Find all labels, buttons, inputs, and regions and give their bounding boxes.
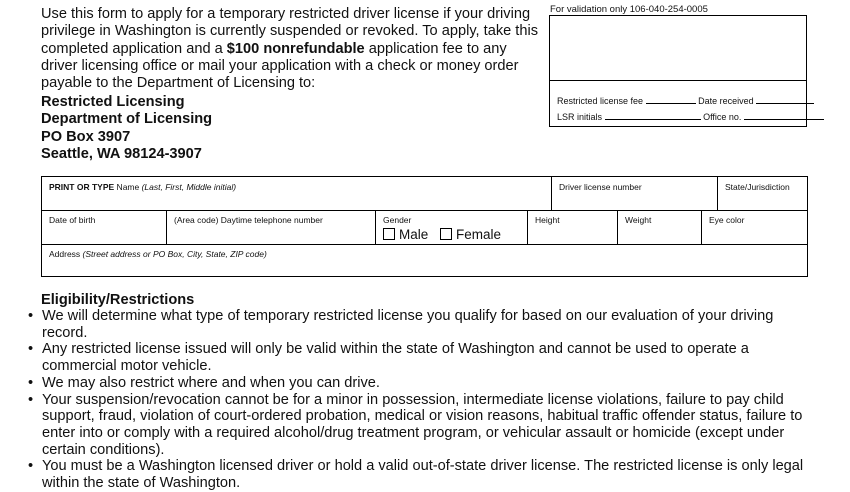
height-label: Height (535, 215, 560, 225)
lsr-initials-field[interactable] (605, 111, 701, 120)
eligibility-item: • We will determine what type of temporary restricted license you qualify for based on our evaluation of your driving record. (28, 308, 818, 341)
restricted-fee-field[interactable] (646, 95, 696, 104)
name-label: Name (114, 182, 142, 192)
eligibility-item: • We may also restrict where and when you can drive. (28, 375, 818, 392)
address-line-4: Seattle, WA 98124-3907 (41, 145, 202, 162)
fee-text: $100 nonrefundable (226, 40, 365, 57)
office-no-label: Office no. (703, 112, 742, 122)
eligibility-heading: Eligibility/Restrictions (41, 292, 195, 308)
validation-label: For validation only 106-040-254-0005 (550, 4, 708, 15)
name-field[interactable] (49, 182, 236, 192)
gender-options (383, 227, 501, 242)
eligibility-item: • You must be a Washington licensed driver or hold a valid out-of-state driver license. The restricted license is only legal within the state of Washington. (28, 458, 818, 491)
date-received-label: Date received (698, 96, 754, 106)
validation-divider (549, 80, 807, 81)
male-option[interactable] (383, 227, 428, 242)
address-label: Address (49, 249, 83, 259)
male-checkbox[interactable] (383, 228, 395, 240)
validation-row-1 (557, 95, 814, 106)
address-hint: (Street address or PO Box, City, State, ZIP code) (82, 249, 267, 259)
phone-label: (Area code) Daytime telephone number (174, 215, 323, 225)
male-label: Male (399, 227, 429, 242)
print-or-type-label: PRINT OR TYPE (49, 182, 115, 192)
grid-row-divider-2 (42, 244, 807, 245)
state-jurisdiction-label: State/Jurisdiction (725, 182, 790, 192)
address-field[interactable] (49, 249, 267, 259)
height-field[interactable] (535, 215, 560, 225)
female-option[interactable] (440, 227, 501, 242)
address-line-1: Restricted Licensing (41, 94, 185, 110)
grid-col-divider (375, 210, 376, 244)
applicant-info-grid (41, 176, 808, 277)
state-jurisdiction-field[interactable] (725, 182, 790, 192)
driver-license-number-label: Driver license number (559, 182, 642, 192)
grid-col-divider (617, 210, 618, 244)
address-line-3: PO Box 3907 (41, 128, 131, 145)
validation-row-2 (557, 111, 824, 122)
restricted-fee-label: Restricted license fee (557, 96, 644, 106)
driver-license-number-field[interactable] (559, 182, 642, 192)
grid-row-divider-1 (42, 210, 807, 211)
lsr-initials-label: LSR initials (557, 112, 603, 122)
intro-text-after: application fee to any driver licensing office or mail your application with a check or money order payable to the Department of Licensing to: (41, 40, 519, 92)
phone-field[interactable] (174, 215, 323, 225)
date-of-birth-label: Date of birth (49, 215, 96, 225)
grid-col-divider (717, 177, 718, 210)
eligibility-item: • Any restricted license issued will only be valid within the state of Washington and cannot be used to operate a commercial motor vehicle. (28, 341, 818, 374)
weight-label: Weight (625, 215, 652, 225)
eye-color-label: Eye color (709, 215, 745, 225)
date-received-field[interactable] (756, 95, 814, 104)
grid-col-divider (551, 177, 552, 210)
grid-col-divider (527, 210, 528, 244)
intro-text-before: Use this form to apply for a temporary restricted driver license if your driving privilege in Washington is currently suspended or revoked. To apply, take this completed application and a (41, 6, 538, 57)
female-checkbox[interactable] (440, 228, 452, 240)
intro-paragraph (41, 6, 541, 92)
gender-label: Gender (383, 215, 412, 225)
female-label: Female (456, 227, 502, 242)
name-hint: (Last, First, Middle initial) (141, 182, 237, 192)
eye-color-field[interactable] (709, 215, 744, 225)
mailing-address (41, 94, 212, 163)
grid-col-divider (166, 210, 167, 244)
weight-field[interactable] (625, 215, 651, 225)
office-no-field[interactable] (744, 111, 824, 120)
grid-col-divider (701, 210, 702, 244)
address-line-2: Department of Licensing (41, 111, 213, 128)
eligibility-list (28, 308, 818, 492)
date-of-birth-field[interactable] (49, 215, 95, 225)
eligibility-item: • Your suspension/revocation cannot be for a minor in possession, intermediate license violations, failure to pay child support, fraud, violation of court-ordered probation, medical or vision reasons, habitual traffic offender status, failure to enter into or comply with a required alcohol/drug treatment program, or vehicular assault or homicide (except under certain conditions). (28, 392, 818, 459)
